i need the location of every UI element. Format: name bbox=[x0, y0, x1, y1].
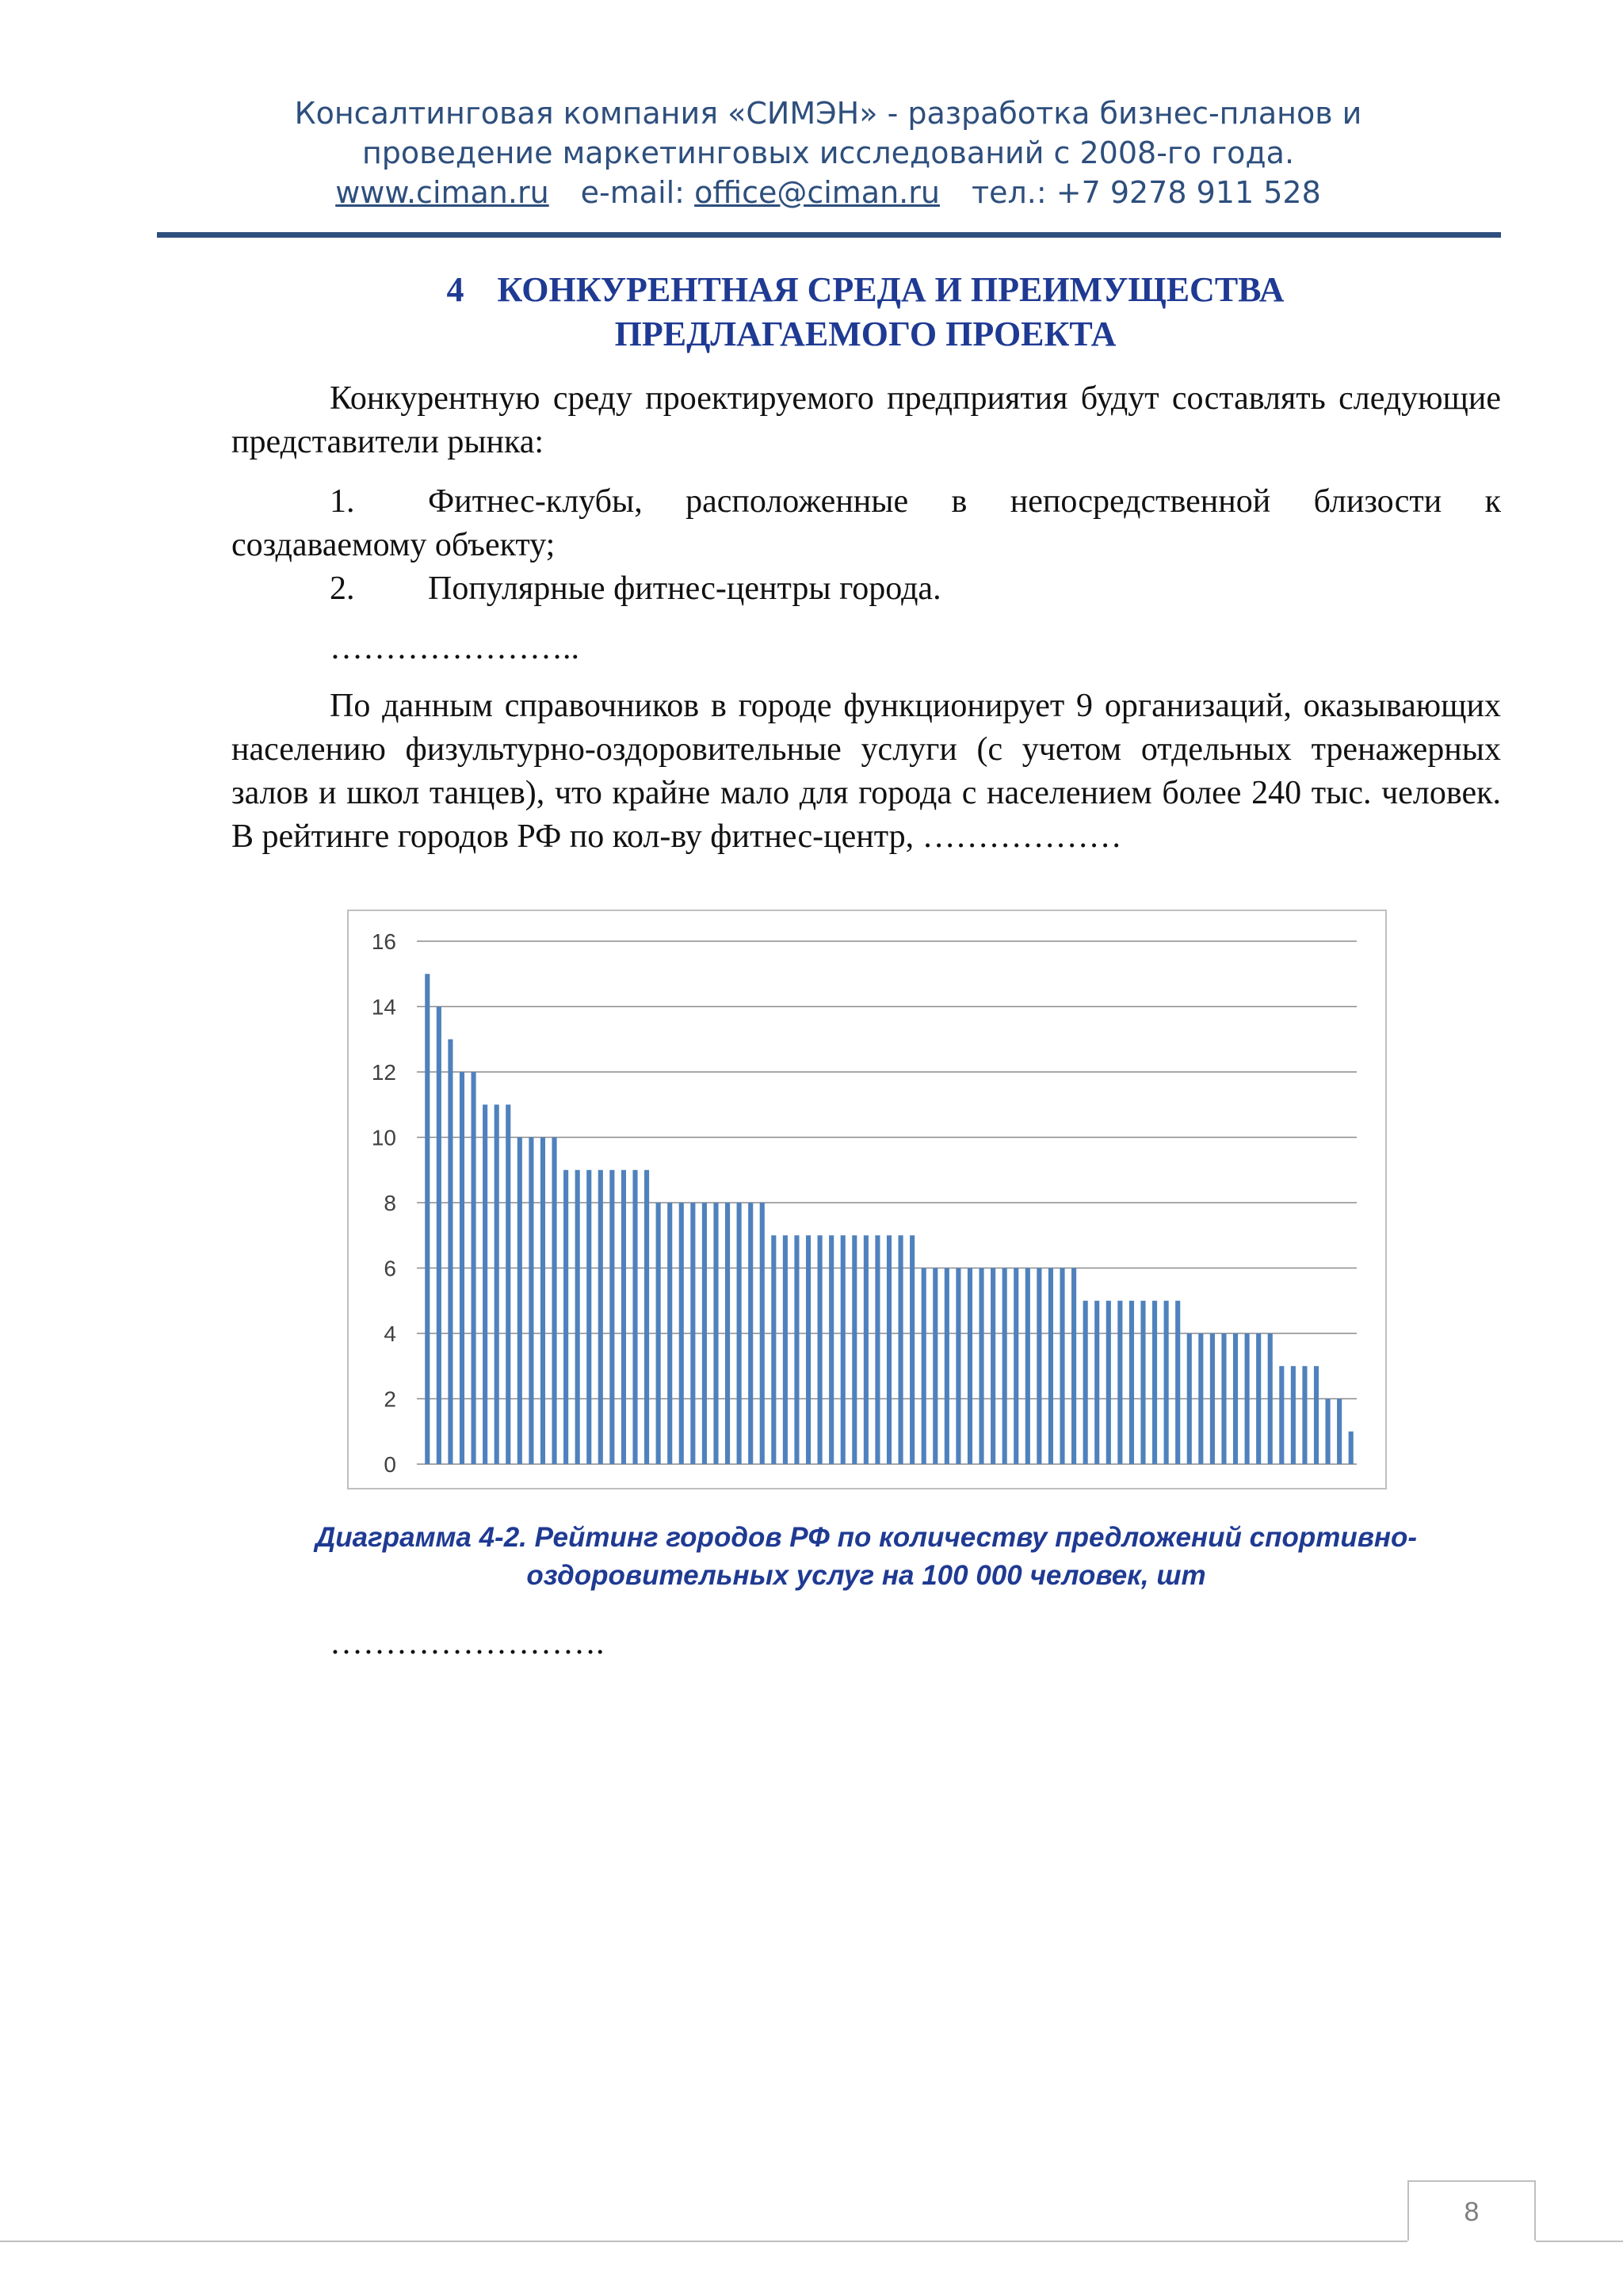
section-number: 4 bbox=[446, 270, 464, 309]
bar bbox=[806, 1235, 811, 1464]
section-heading bbox=[231, 268, 1499, 357]
bar bbox=[1083, 1301, 1088, 1464]
bar bbox=[1002, 1268, 1007, 1465]
bar bbox=[1221, 1333, 1226, 1464]
bar bbox=[448, 1039, 453, 1464]
bar bbox=[1037, 1268, 1041, 1465]
bar bbox=[1106, 1301, 1111, 1464]
footer-divider-left bbox=[0, 2241, 1407, 2242]
bar bbox=[1129, 1301, 1134, 1464]
list-item bbox=[231, 567, 1501, 611]
bar bbox=[679, 1203, 684, 1464]
bar bbox=[818, 1235, 823, 1464]
bar bbox=[425, 974, 430, 1464]
bar bbox=[725, 1203, 730, 1464]
bar bbox=[1337, 1399, 1342, 1465]
y-tick-label: 0 bbox=[384, 1452, 396, 1477]
bar bbox=[887, 1235, 892, 1464]
bar bbox=[667, 1203, 672, 1464]
email-label: e-mail: bbox=[580, 175, 685, 210]
bar bbox=[437, 1007, 441, 1465]
bar bbox=[1048, 1268, 1053, 1465]
list-item-number: 2. bbox=[330, 570, 355, 607]
bar bbox=[794, 1235, 799, 1464]
bar bbox=[540, 1138, 545, 1465]
bar bbox=[1198, 1333, 1203, 1464]
bar bbox=[702, 1203, 707, 1464]
bar bbox=[1164, 1301, 1169, 1464]
bar bbox=[1152, 1301, 1157, 1464]
y-tick-label: 14 bbox=[371, 994, 396, 1020]
y-tick-label: 16 bbox=[371, 929, 396, 954]
section-title-line-1: КОНКУРЕНТНАЯ СРЕДА И ПРЕИМУЩЕСТВА bbox=[497, 270, 1285, 309]
bar bbox=[713, 1203, 718, 1464]
header-line-1: Консалтинговая компания «СИМЭН» - разработка бизнес-планов и bbox=[294, 96, 1362, 131]
list-item-text: Фитнес-клубы, расположенные в непосредственной близости к создаваемому объекту; bbox=[231, 483, 1501, 563]
bar bbox=[864, 1235, 869, 1464]
bar bbox=[968, 1268, 972, 1465]
bar-chart-svg bbox=[349, 911, 1385, 1488]
bar bbox=[956, 1268, 960, 1465]
bar bbox=[875, 1235, 880, 1464]
bar bbox=[690, 1203, 695, 1464]
bar bbox=[1233, 1333, 1238, 1464]
bar bbox=[1256, 1333, 1261, 1464]
bar bbox=[1140, 1301, 1145, 1464]
bar-chart bbox=[347, 910, 1387, 1489]
bar bbox=[529, 1138, 533, 1465]
bar bbox=[1117, 1301, 1122, 1464]
bar bbox=[1314, 1366, 1319, 1464]
bar bbox=[598, 1170, 603, 1464]
footer-divider-right bbox=[1536, 2241, 1623, 2242]
y-tick-label: 10 bbox=[371, 1125, 396, 1150]
bar bbox=[760, 1203, 765, 1464]
bar bbox=[586, 1170, 591, 1464]
phone-number: тел.: +7 9278 911 528 bbox=[971, 175, 1321, 210]
bar bbox=[841, 1235, 846, 1464]
y-tick-label: 4 bbox=[384, 1322, 396, 1346]
y-tick-label: 8 bbox=[384, 1191, 396, 1215]
email-link[interactable]: office@ciman.ru bbox=[694, 175, 940, 210]
bar bbox=[1326, 1399, 1331, 1465]
bar bbox=[609, 1170, 614, 1464]
bar bbox=[552, 1138, 556, 1465]
bar bbox=[506, 1104, 510, 1464]
chart-caption: Диаграмма 4-2. Рейтинг городов РФ по количеству предложений спортивно-оздоровительных услуг на 100 000 человек, шт bbox=[315, 1522, 1418, 1591]
bar bbox=[1175, 1301, 1180, 1464]
bar bbox=[517, 1138, 522, 1465]
section-title-line-2: ПРЕДЛАГАЕМОГО ПРОЕКТА bbox=[614, 315, 1117, 353]
bar bbox=[991, 1268, 995, 1465]
bar bbox=[1060, 1268, 1064, 1465]
bar bbox=[575, 1170, 580, 1464]
bar bbox=[1025, 1268, 1030, 1465]
bar bbox=[852, 1235, 857, 1464]
bar bbox=[495, 1104, 499, 1464]
bar bbox=[483, 1104, 487, 1464]
bar bbox=[1279, 1366, 1284, 1464]
bar bbox=[748, 1203, 753, 1464]
bar bbox=[783, 1235, 788, 1464]
bar bbox=[1094, 1301, 1099, 1464]
stats-paragraph: По данным справочников в городе функционирует 9 организаций, оказывающих населению физультурно-оздоровительные услуги (с учетом отдельных тренажерных залов и школ танцев), что крайне мало для города с населением более 240 тыс. человек. В рейтинге городов РФ по кол-ву фитнес-центр, ……………… bbox=[231, 688, 1501, 855]
list-item bbox=[231, 480, 1501, 567]
bar bbox=[656, 1203, 661, 1464]
page-header bbox=[158, 93, 1498, 212]
bar bbox=[621, 1170, 626, 1464]
bar bbox=[945, 1268, 949, 1465]
bar bbox=[979, 1268, 983, 1465]
header-divider bbox=[157, 232, 1501, 238]
bar bbox=[910, 1235, 915, 1464]
bar bbox=[1268, 1333, 1273, 1464]
bar bbox=[1187, 1333, 1192, 1464]
header-contacts bbox=[158, 173, 1498, 212]
y-tick-label: 12 bbox=[371, 1060, 396, 1085]
bar bbox=[1302, 1366, 1307, 1464]
bar bbox=[1071, 1268, 1076, 1465]
bar bbox=[1014, 1268, 1018, 1465]
header-line-2: проведение маркетинговых исследований с 2008-го года. bbox=[361, 135, 1295, 170]
list-item-text: Популярные фитнес-центры города. bbox=[428, 570, 941, 607]
body-text bbox=[231, 377, 1501, 859]
bar bbox=[933, 1268, 938, 1465]
bar bbox=[737, 1203, 742, 1464]
bar bbox=[922, 1268, 926, 1465]
page-number: 8 bbox=[1407, 2180, 1536, 2241]
bar bbox=[771, 1235, 776, 1464]
bar bbox=[632, 1170, 637, 1464]
section-heading-line-1 bbox=[231, 268, 1499, 312]
bar bbox=[1210, 1333, 1215, 1464]
bar bbox=[644, 1170, 649, 1464]
bar bbox=[1291, 1366, 1296, 1464]
bar bbox=[472, 1072, 476, 1464]
bar bbox=[563, 1170, 568, 1464]
bar bbox=[460, 1072, 464, 1464]
ellipsis-placeholder: ………………….. bbox=[330, 630, 579, 666]
y-tick-label: 6 bbox=[384, 1256, 396, 1281]
bar bbox=[899, 1235, 903, 1464]
y-tick-label: 2 bbox=[384, 1386, 396, 1412]
bar bbox=[829, 1235, 834, 1464]
website-link[interactable]: www.ciman.ru bbox=[335, 175, 549, 210]
ellipsis-placeholder-end: ……………………. bbox=[330, 1625, 605, 1661]
bar bbox=[1349, 1432, 1354, 1464]
list-item-number: 1. bbox=[330, 483, 355, 520]
intro-paragraph: Конкурентную среду проектируемого предприятия будут составлять следующие представители рынка: bbox=[231, 380, 1501, 460]
bar bbox=[1245, 1333, 1250, 1464]
